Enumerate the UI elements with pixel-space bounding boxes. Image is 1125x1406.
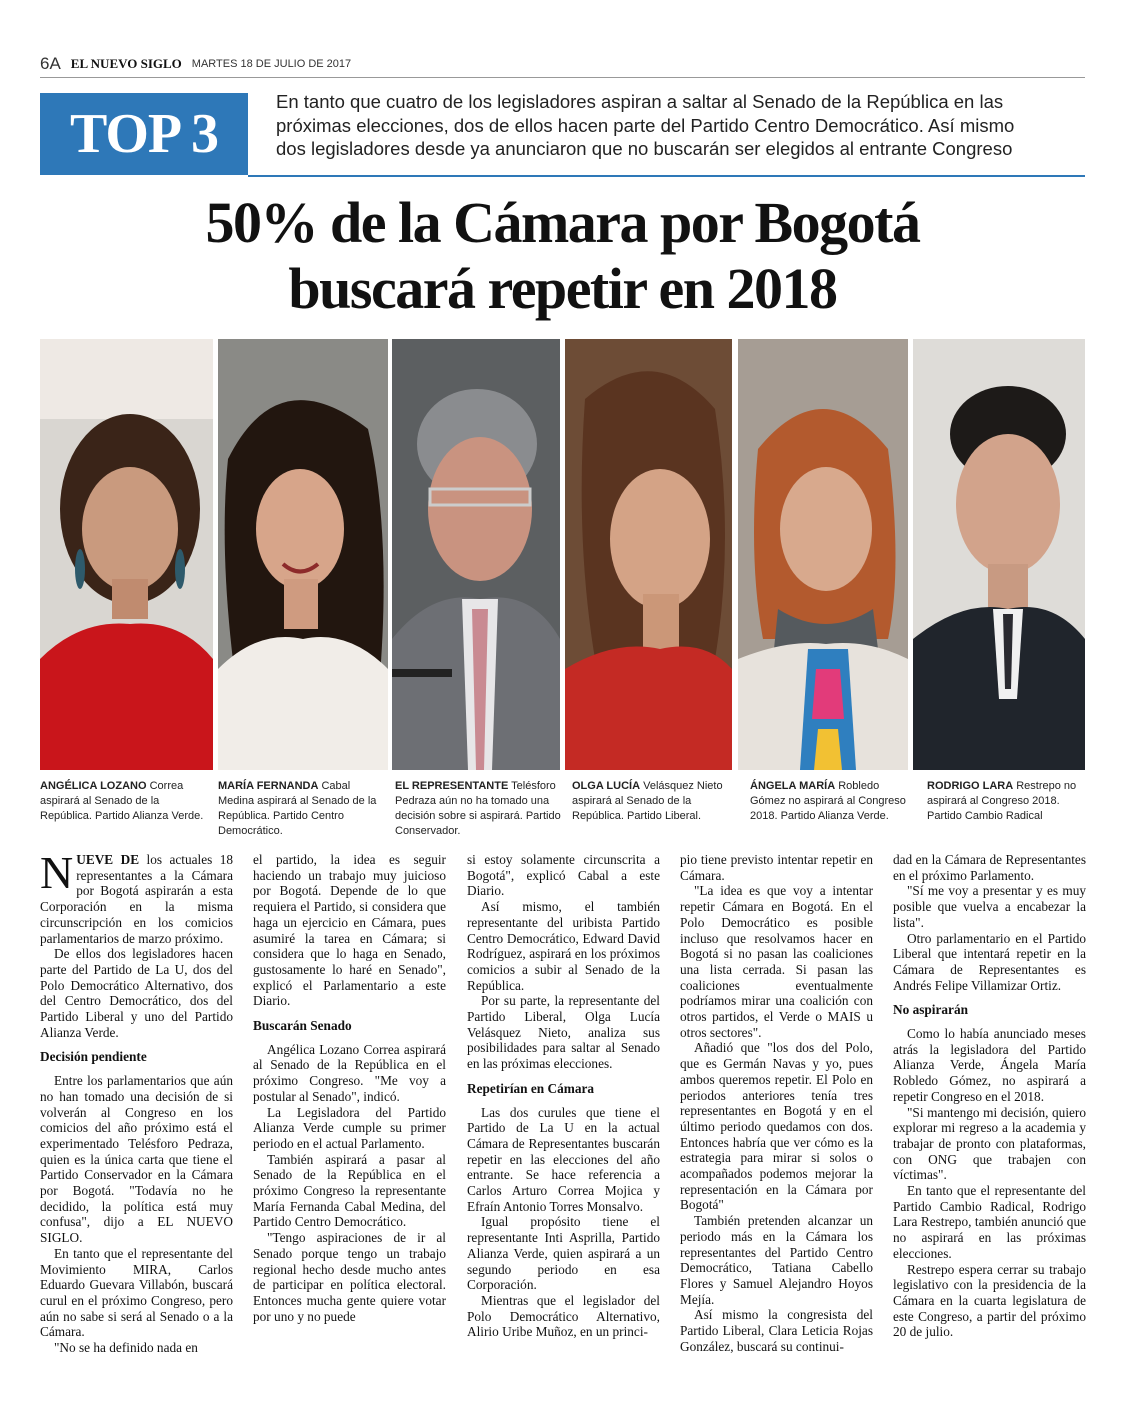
paragraph: La Legisladora del Partido Alianza Verde cumple su primer periodo en el actual Parlamento.: [253, 1104, 446, 1151]
paragraph: Mientras que el legislador del Polo Democrático Alternativo, Alirio Uribe Muñoz, en un princi-: [467, 1292, 660, 1340]
paragraph: "No se ha definido nada en: [54, 1340, 198, 1356]
paragraph: Otro parlamentario en el Partido Liberal que intentará repetir en la Cámara de Representantes es Andrés Felipe Villamizar Ortiz.: [893, 930, 1086, 993]
paragraph: De ellos dos legisladores hacen parte del Partido de La U, dos del Polo Democrático Alternativo, dos del Centro Democrático, dos del Partido Liberal y uno del Partido Alianza Verde.: [40, 946, 233, 1040]
photo-caption: [750, 779, 910, 824]
paragraph: Las dos curules que tiene el Partido de La U en la actual Cámara de Representantes buscarán repetir en las elecciones del año entrante. Se hace referencia a Carlos Arturo Correa Mojica y Efraín Antonio Torres Monsalvo.: [467, 1104, 660, 1214]
intro-rule: [248, 175, 1085, 177]
lead-paragraph: [40, 847, 233, 946]
article-column-2: [253, 852, 446, 1324]
article-column-3: [467, 852, 660, 1340]
paragraph: el partido, la idea es seguir haciendo un trabajo muy juicioso por Bogotá. Depende de lo que requiera el Partido, si considera que haga un ejercicio en Cámara, pues asumiré la tarea en Cámara; si considera que lo haga en Senado, gustosamente lo haré en Senado", explicó el Parlamentario a este Diario.: [253, 852, 446, 1009]
caption-text: Restrepo no aspirará al Congreso 2018. Partido Cambio Radical: [927, 780, 1077, 822]
paragraph: dad en la Cámara de Representantes en el próximo Parlamento.: [893, 852, 1086, 883]
caption-text: Cabal Medina aspirará al Senado de la República. Partido Centro Democrático.: [218, 780, 377, 837]
paragraph: Por su parte, la representante del Partido Liberal, Olga Lucía Velásquez Nieto, analiza sus posibilidades para saltar al Senado en las próximas elecciones.: [467, 993, 660, 1072]
lead-text: los actuales 18 representantes a la Cámara por Bogotá aspirarán a esta Corporación en la misma circunscripción en los comicios parlamentarios de marzo próximo.: [40, 852, 233, 946]
photo-caption: [40, 779, 210, 824]
paragraph: También pretenden alcanzar un periodo más en la Cámara los representantes del Partido Centro Democrático, Tatiana Cabello Flores y Samuel Alejandro Hoyos Mejía.: [680, 1213, 873, 1307]
photo-telesforo-pedraza: [392, 339, 560, 770]
article-column-1: [40, 847, 233, 1356]
paragraph: Así mismo la congresista del Partido Liberal, Clara Leticia Rojas González, buscará su continui-: [680, 1307, 873, 1354]
paragraph: Añadió que "los dos del Polo, que es Germán Navas y yo, pues ambos queremos repetir. El Polo en periodos anteriores tenía tres representantes en Bogotá y en el último periodo quedamos con dos. Entonces habría que ver cómo es la estrategia para mirar si solos o acompañados podemos mejorar la representación en la Cámara por Bogotá": [680, 1040, 873, 1213]
photo-maria-fernanda: [218, 339, 388, 770]
page-number: 6A: [40, 53, 61, 73]
issue-date: MARTES 18 DE JULIO DE 2017: [191, 57, 352, 70]
photo-caption: [927, 779, 1085, 824]
photo-caption: [395, 779, 565, 839]
section-tag: [40, 93, 248, 175]
paragraph: "Tengo aspiraciones de ir al Senado porque tengo un trabajo regional hecho desde mucho antes de participar en política electoral. Entonces mucha gente quiere votar por uno y no puede: [253, 1230, 446, 1324]
caption-name: MARÍA FERNANDA: [218, 780, 319, 792]
page-header: [40, 50, 1085, 78]
caption-name: OLGA LUCÍA: [572, 780, 641, 792]
intro-line: dos legisladores desde ya anunciaron que no buscarán ser elegidos al entrante Congreso: [276, 138, 1013, 159]
article-column-5: [893, 852, 1086, 1340]
caption-text: Telésforo Pedraza aún no ha tomado una decisión sobre si aspirará. Partido Conservador.: [395, 780, 561, 837]
article-column-4: [680, 852, 873, 1355]
headline: [0, 190, 1125, 322]
paper-name: EL NUEVO SIGLO: [70, 55, 182, 71]
subheading: Decisión pendiente: [40, 1049, 147, 1065]
photo-angela-maria: [738, 339, 908, 770]
intro-line: próximas elecciones, dos de ellos hacen parte del Partido Centro Democrático. Así mismo: [276, 114, 1015, 136]
paragraph: Angélica Lozano Correa aspirará al Senado de la República en el próximo Congreso. "Me voy a postular al Senado", indicó.: [253, 1041, 446, 1104]
caption-name: RODRIGO LARA: [927, 780, 1014, 792]
photo-rodrigo-lara: [913, 339, 1085, 770]
section-tag-label: TOP 3: [69, 103, 218, 165]
paragraph: "La idea es que voy a intentar repetir Cámara en Bogotá. En el Polo Democrático es posible incluso que resolvamos hacer en Bogotá si no pasan las coaliciones una lista cerrada. Si pasan las coaliciones eventualmente podríamos mirar una coalición con otros partidos, el Verde o MAIS u otros sectores".: [680, 883, 873, 1040]
caption-text: Velásquez Nieto aspirará al Senado de la República. Partido Liberal.: [572, 780, 723, 822]
paragraph: Restrepo espera cerrar su trabajo legislativo con la presidencia de la Cámara en la cuarta legislatura de este Congreso, a partir del próximo 20 de julio.: [893, 1261, 1086, 1340]
caption-text: Robledo Gómez no aspirará al Congreso 2018. Partido Alianza Verde.: [750, 780, 906, 822]
caption-name: ANGÉLICA LOZANO: [40, 780, 147, 792]
photo-olga-lucia: [565, 339, 732, 770]
subheading: No aspirarán: [893, 1002, 968, 1018]
caption-text: Correa aspirará al Senado de la República. Partido Alianza Verde.: [40, 780, 204, 822]
paragraph: Como lo había anunciado meses atrás la legisladora del Partido Alianza Verde, Ángela María Robledo Gómez, no aspirará a repetir Congreso en el 2018.: [893, 1026, 1086, 1104]
paragraph: "Sí me voy a presentar y es muy posible que vuelva a encabezar la lista".: [893, 883, 1086, 930]
dropcap: N: [40, 847, 74, 898]
paragraph: En tanto que el representante del Partido Cambio Radical, Rodrigo Lara Restrepo, también anunció que no aspirará en las próximas elecciones.: [893, 1183, 1086, 1261]
paragraph: Entre los parlamentarios que aún no han tomado una decisión de si volverán al Congreso en los comicios del año próximo está el experimentado Telésforo Pedraza, quien es la única carta que tiene el Partido Conservador en la Cámara por Bogotá. "Todavía no he decidido, la política está muy confusa", dijo a EL NUEVO SIGLO.: [40, 1073, 233, 1246]
headline-line-2: buscará repetir en 2018: [288, 256, 837, 321]
paragraph: "Si mantengo mi decisión, quiero explorar mi regreso a la academia y trabajar de pronto con plataformas, con ONG que trabajen con víctimas".: [893, 1104, 1086, 1183]
intro-line: En tanto que cuatro de los legisladores aspiran a saltar al Senado de la República en las: [276, 91, 1004, 112]
paragraph: En tanto que el representante del Movimiento MIRA, Carlos Eduardo Guevara Villabón, buscará curul en el próximo Congreso, pero aún no sabe si será al Senado o a la Cámara.: [40, 1245, 233, 1340]
caption-name: ÁNGELA MARÍA: [750, 780, 836, 792]
subheading: Buscarán Senado: [253, 1018, 352, 1034]
photo-angelica-lozano: [40, 339, 213, 770]
intro-text: [276, 90, 1076, 161]
paragraph: También aspirará a pasar al Senado de la República en el próximo Congreso la representante María Fernanda Cabal Medina, del Partido Centro Democrático.: [253, 1151, 446, 1230]
paragraph: Así mismo, el también representante del uribista Partido Centro Democrático, Edward David Rodríguez, aspirará en los próximos comicios a subir al Senado de la República.: [467, 899, 660, 993]
lead-caps: UEVE DE: [76, 852, 140, 867]
photo-caption: [218, 779, 388, 839]
photo-caption: [572, 779, 732, 824]
paragraph: pio tiene previsto intentar repetir en Cámara.: [680, 852, 873, 883]
headline-line-1: 50% de la Cámara por Bogotá: [205, 190, 920, 255]
paragraph: si estoy solamente circunscrita a Bogotá", explicó Cabal a este Diario.: [467, 852, 660, 899]
caption-name: EL REPRESENTANTE: [395, 780, 509, 792]
paragraph: Igual propósito tiene el representante Inti Asprilla, Partido Alianza Verde, quien aspirará a un segundo periodo en esa Corporación.: [467, 1214, 660, 1293]
subheading: Repetirían en Cámara: [467, 1080, 595, 1096]
